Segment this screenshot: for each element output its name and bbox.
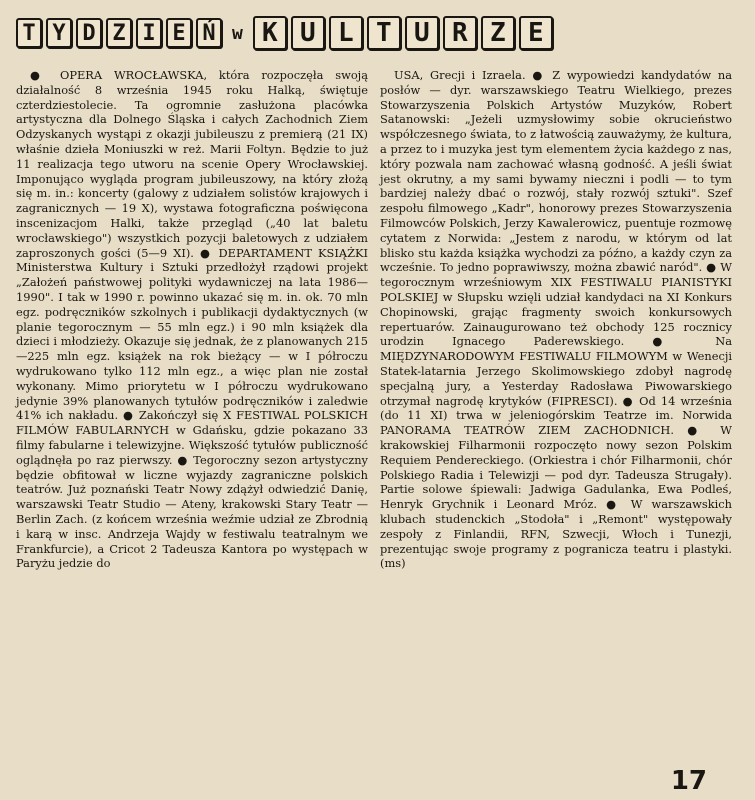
title-letter: I [136, 18, 162, 48]
title-letter: D [76, 18, 102, 48]
title-letter: T [367, 16, 401, 50]
page-number: 17 [670, 766, 707, 796]
column-text: ● OPERA WROCŁAWSKA, która rozpoczęła swoją działalność 8 września 1945 roku Halką, świętuje czterdziestolecie. Ta ogromnie zasłużona placówka artystyczna dla Dolnego Śląska i całych Zachodnich Ziem Odzyskanych wystąpi z okazji jubileuszu z premierą (21 IX) właśnie dzieła Moniuszki w reż. Marii Foltyn. Będzie to już 11 realizacja tego utworu na scenie Opery Wrocławskiej. Imponująco wygląda program jubileuszowy, na który złożą się m. in.: koncerty (galowy z udziałem solistów krajowych i zagranicznych — 19 X), wystawa fotograficzna poświęcona inscenizacjom Halki, także przegląd („40 lat baletu wrocławskiego") wszystkich pozycji baletowych z udziałem zaproszonych gości (5—9 XI). ● DEPARTAMENT KSIĄŻKI Ministerstwa Kultury i Sztuki przedłożył rządowi projekt „Założeń państwowej polityki wydawniczej na lata 1986—1990". I tak w 1990 r. powinno ukazać się m. in. ok. 70 mln egz. podręczników szkolnych i publikacji dydaktycznych (w planie tegorocznym — 55 mln egz.) i 90 mln książek dla dzieci i młodzieży. Okazuje się jednak, że z planowanych 215—225 mln egz. książek na rok bieżący — w I półroczu wydrukowano tylko 112 mln egz., a więc plan nie został wykonany. Mimo priorytetu w I półroczu wydrukowano jedynie 39% planowanych tytułów podręczników i zaledwie 41% ich nakładu. ● Zakończył się X FESTIWAL POLSKICH FILMÓW FABULARNYCH w Gdańsku, gdzie pokazano 33 filmy fabularne i telewizyjne. Większość tytułów publiczność oglądnęła po raz pierwszy. ● Tegoroczny sezon artystyczny będzie obfitował w liczne wyjazdy zagraniczne polskich teatrów. Już poznański Teatr Nowy zdążył odwiedzić Danię, warszawski Teatr Studio — Ateny, krakowski Stary Teatr — Berlin Zach. (z końcem września weźmie udział ze Zbrodnią i karą w insc. Andrzeja Wajdy w festiwalu teatralnym we Frankfurcie), a Cricot 2 Tadeusza Kantora po występach w Paryżu jedzie do [16, 68, 368, 571]
section-title [16, 6, 741, 60]
title-letter: E [519, 16, 553, 50]
column-text: USA, Grecji i Izraela. ● Z wypowiedzi kandydatów na posłów — dyr. warszawskiego Teatru Wielkiego, prezes Stowarzyszenia Polskich Artystów Muzyków, Robert Satanowski: „Jeżeli uzmysłowimy sobie okrucieństwo współczesnego świata, to z łatwością zauważymy, że kultura, a przez to i muzyka jest tym elementem życia każdego z nas, który pozwala nam zachować własną godność. A jeśli świat jest okrutny, a my sami bywamy nieczni i podli — to tym bardziej należy dbać o rozwój, stały rozwój sztuki". Szef zespołu filmowego „Kadr", honorowy prezes Stowarzyszenia Filmowców Polskich, Jerzy Kawalerowicz, puentuje rozmowę cytatem z Norwida: „Jestem z narodu, w którym od lat blisko stu każda książka wychodzi za późno, a każdy czyn za wcześnie. To jedno poprawiwszy, można zbawić naród". ● W tegorocznym wrześniowym XIX FESTIWALU PIANISTYKI POLSKIEJ w Słupsku wzięli udział kandydaci na XI Konkurs Chopinowski, grając fragmenty swoich konkursowych repertuarów. Zainaugurowano też obchody 125 rocznicy urodzin Ignacego Paderewskiego. ● Na MIĘDZYNARODOWYM FESTIWALU FILMOWYM w Wenecji Statek-latarnia Jerzego Skolimowskiego zdobył nagrodę specjalną jury, a Yesterday Radosława Piwowarskiego otrzymał nagrodę krytyków (FIPRESCI). ● Od 14 września (do 11 XI) trwa w jeleniogórskim Teatrze im. Norwida PANORAMA TEATRÓW ZIEM ZACHODNICH. ● W krakowskiej Filharmonii rozpoczęto nowy sezon Polskim Requiem Pendereckiego. (Orkiestra i chór Filharmonii, chór Polskiego Radia i Telewizji — pod dyr. Tadeusza Strugały). Partie solowe śpiewali: Jadwiga Gadulanka, Ewa Podleś, Henryk Grychnik i Leonard Mróz. ● W warszawskich klubach studenckich „Stodoła" i „Remont" występowały zespoły z Finlandii, RFN, Szwecji, Włoch i Tunezji, prezentując swoje programy z pogranicza teatru i plastyki. (ms) [380, 68, 732, 571]
title-connector: w [232, 22, 243, 44]
title-letter: L [329, 16, 363, 50]
title-letter: R [443, 16, 477, 50]
article-column-left [16, 68, 368, 571]
article-column-right [380, 68, 732, 571]
title-letter: E [166, 18, 192, 48]
title-letter: Z [481, 16, 515, 50]
title-letter: Y [46, 18, 72, 48]
title-letter: U [291, 16, 325, 50]
title-letter: U [405, 16, 439, 50]
article-body [16, 68, 741, 571]
title-letter: K [253, 16, 287, 50]
title-letter: T [16, 18, 42, 48]
title-letter: Ń [196, 18, 222, 48]
title-letter: Z [106, 18, 132, 48]
